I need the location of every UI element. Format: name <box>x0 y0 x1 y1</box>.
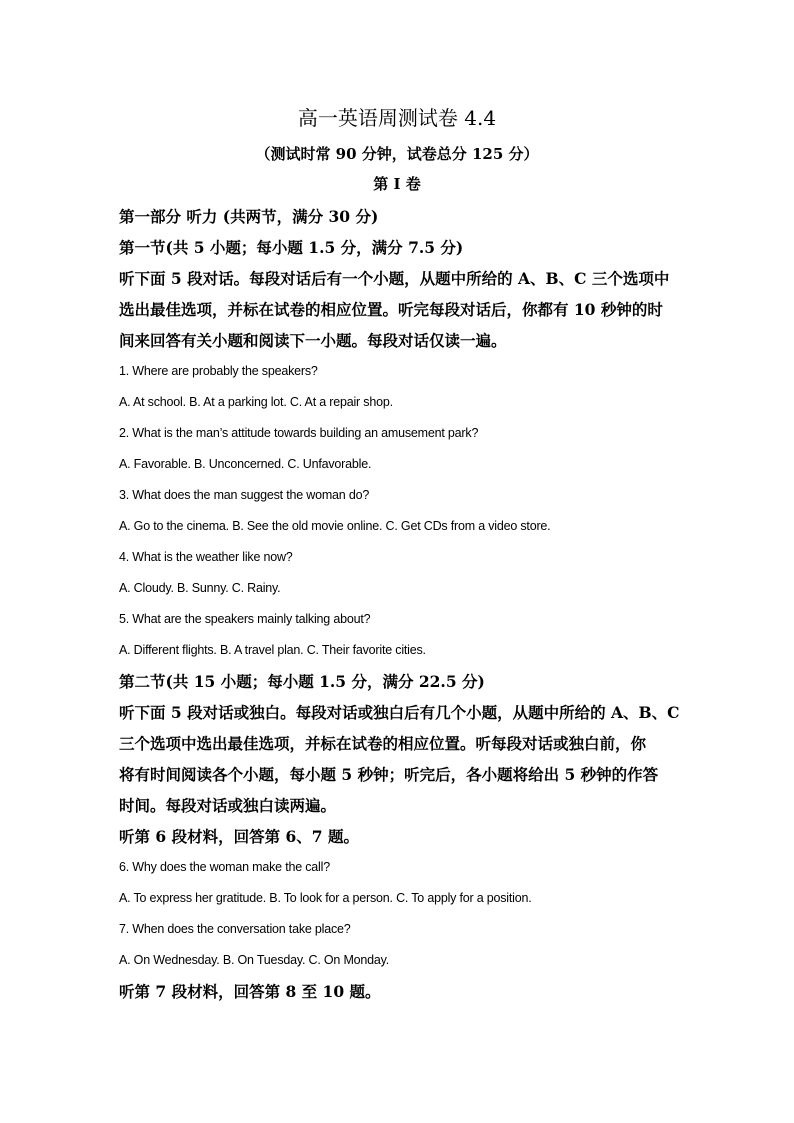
question-text: 5. What are the speakers mainly talking about? <box>119 612 371 626</box>
question-options: A. To express her gratitude. B. To look for a person. C. To apply for a position. <box>119 891 532 905</box>
section-one-heading: 第一节(共 5 小题；每小题 1.5 分，满分 7.5 分) <box>119 238 464 257</box>
section-two-instructions: 听下面 5 段对话或独白。每段对话或独白后有几个小题，从题中所给的 A、B、C <box>119 703 680 722</box>
question-text: 3. What does the man suggest the woman do? <box>119 488 370 502</box>
question-text: 4. What is the weather like now? <box>119 550 293 564</box>
section-one-instructions: 选出最佳选项，并标在试卷的相应位置。听完每段对话后，你都有 10 秒钟的时 <box>119 300 663 319</box>
section-one-instructions: 听下面 5 段对话。每段对话后有一个小题，从题中所给的 A、B、C 三个选项中 <box>119 269 670 288</box>
section-one-instructions: 间来回答有关小题和阅读下一小题。每段对话仅读一遍。 <box>119 331 507 350</box>
question-options: A. Different flights. B. A travel plan. C. Their favorite cities. <box>119 643 426 657</box>
question-options: A. At school. B. At a parking lot. C. At a repair shop. <box>119 395 393 409</box>
page-title: 高一英语周测试卷 4.4 <box>297 106 497 130</box>
question-options: A. On Wednesday. B. On Tuesday. C. On Monday. <box>119 953 390 967</box>
section-two-heading: 第二节(共 15 小题；每小题 1.5 分，满分 22.5 分) <box>119 672 485 691</box>
part-one-heading: 第一部分 听力 (共两节，满分 30 分) <box>119 207 379 226</box>
question-options: A. Favorable. B. Unconcerned. C. Unfavorable. <box>119 457 372 471</box>
section-two-instructions: 时间。每段对话或独白读两遍。 <box>119 796 337 815</box>
question-text: 7. When does the conversation take place? <box>119 922 351 936</box>
volume-label: 第 I 卷 <box>373 175 421 193</box>
section-two-instructions: 将有时间阅读各个小题，每小题 5 秒钟；听完后，各小题将给出 5 秒钟的作答 <box>119 765 659 784</box>
question-options: A. Go to the cinema. B. See the old movie online. C. Get CDs from a video store. <box>119 519 551 533</box>
exam-body <box>119 201 699 1007</box>
question-text: 1. Where are probably the speakers? <box>119 364 318 378</box>
question-options: A. Cloudy. B. Sunny. C. Rainy. <box>119 581 281 595</box>
material-heading: 听第 6 段材料，回答第 6、7 题。 <box>119 827 359 846</box>
material-heading: 听第 7 段材料，回答第 8 至 10 题。 <box>119 982 381 1001</box>
section-two-instructions: 三个选项中选出最佳选项，并标在试卷的相应位置。听每段对话或独白前，你 <box>119 734 647 753</box>
question-text: 6. Why does the woman make the call? <box>119 860 330 874</box>
question-text: 2. What is the man’s attitude towards building an amusement park? <box>119 426 479 440</box>
page-subtitle: （测试时常 90 分钟，试卷总分 125 分） <box>255 145 539 163</box>
